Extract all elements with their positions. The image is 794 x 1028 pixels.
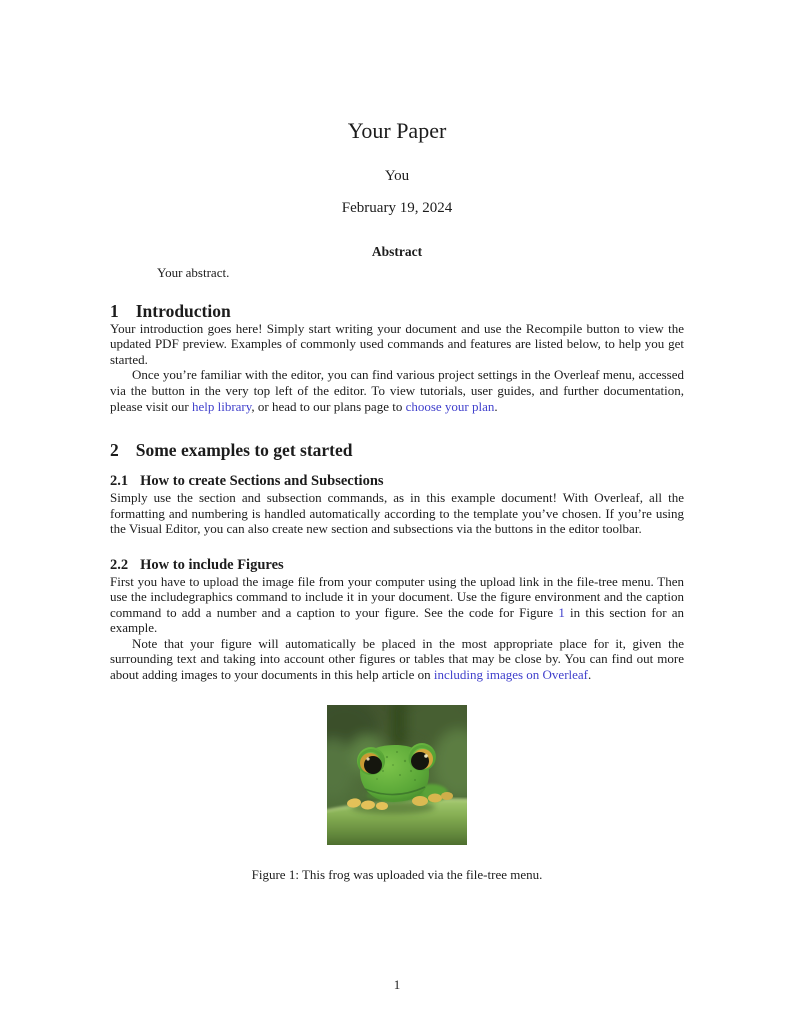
- section-1-title: Introduction: [135, 300, 231, 321]
- text-segment: Note that your figure will automatically be placed in the most appropriate place for it, given the surrounding text and taking into account other figures or tables that may be close by. You can find out more about adding images to your documents in this help article on: [110, 635, 684, 683]
- subsection-2-1-paragraph: Simply use the section and subsection commands, as in this example document! With Overleaf, all the formatting and numbering is handled automatically according to the template you’ve chosen. If you’re using the Visual Editor, you can also create new section and subsections via the buttons in the editor toolbar.: [110, 490, 684, 537]
- text-segment: .: [494, 398, 498, 414]
- text-segment: , or head to our plans page to: [251, 398, 406, 414]
- figure-1: [110, 705, 684, 883]
- choose-your-plan-link[interactable]: choose your plan: [405, 398, 495, 414]
- figure-1-caption: Figure 1: This frog was uploaded via the file-tree menu.: [251, 866, 543, 882]
- text-segment: First you have to upload the image file from your computer using the upload link in the file-tree menu. Then use the includegraphics command to include it in your document. Use the figure environment and the caption command to add a number and a caption to your figure. See the code for Figure: [110, 573, 684, 620]
- section-2-heading: [110, 440, 684, 460]
- figure-1-reference-link[interactable]: 1: [558, 604, 565, 620]
- text-segment: Once you’re familiar with the editor, you can find various project settings in the Overleaf menu, accessed via the button in the very top left of the editor. To view tutorials, user guides, and further documentation, please visit our: [110, 367, 684, 414]
- abstract-heading: Abstract: [371, 243, 423, 259]
- subsection-2-2-paragraph-1: [110, 574, 684, 636]
- intro-paragraph-2: [110, 367, 684, 414]
- intro-paragraph-1: Your introduction goes here! Simply start writing your document and use the Recompile button to view the updated PDF preview. Examples of commonly used commands and features are listed below, to help you get started.: [110, 320, 684, 367]
- subsection-2-1-title: How to create Sections and Subsections: [140, 473, 384, 490]
- help-library-link[interactable]: help library: [191, 398, 252, 414]
- section-2-number: 2: [110, 440, 119, 461]
- including-images-on-overleaf-link[interactable]: including images on Overleaf: [433, 667, 589, 683]
- subsection-2-1-number: 2.1: [110, 473, 129, 490]
- subsection-2-2-title: How to include Figures: [140, 556, 284, 573]
- abstract-body: Your abstract.: [157, 264, 230, 280]
- text-segment: .: [588, 667, 592, 683]
- frog-image: [327, 705, 467, 845]
- text-segment: in this section for an example.: [110, 604, 685, 636]
- paper-title: Your Paper: [347, 118, 447, 143]
- paper-date: February 19, 2024: [341, 199, 453, 216]
- subsection-2-2-paragraph-2: [110, 636, 684, 683]
- section-1-heading: [110, 301, 684, 321]
- subsection-2-2-number: 2.2: [110, 556, 129, 573]
- section-2-title: Some examples to get started: [135, 440, 353, 461]
- section-1-number: 1: [110, 300, 119, 321]
- subsection-2-2-heading: [110, 557, 684, 574]
- page-number: 1: [393, 977, 401, 992]
- document-content: [0, 118, 794, 882]
- subsection-2-1-heading: [110, 473, 684, 490]
- paper-author: You: [384, 168, 410, 185]
